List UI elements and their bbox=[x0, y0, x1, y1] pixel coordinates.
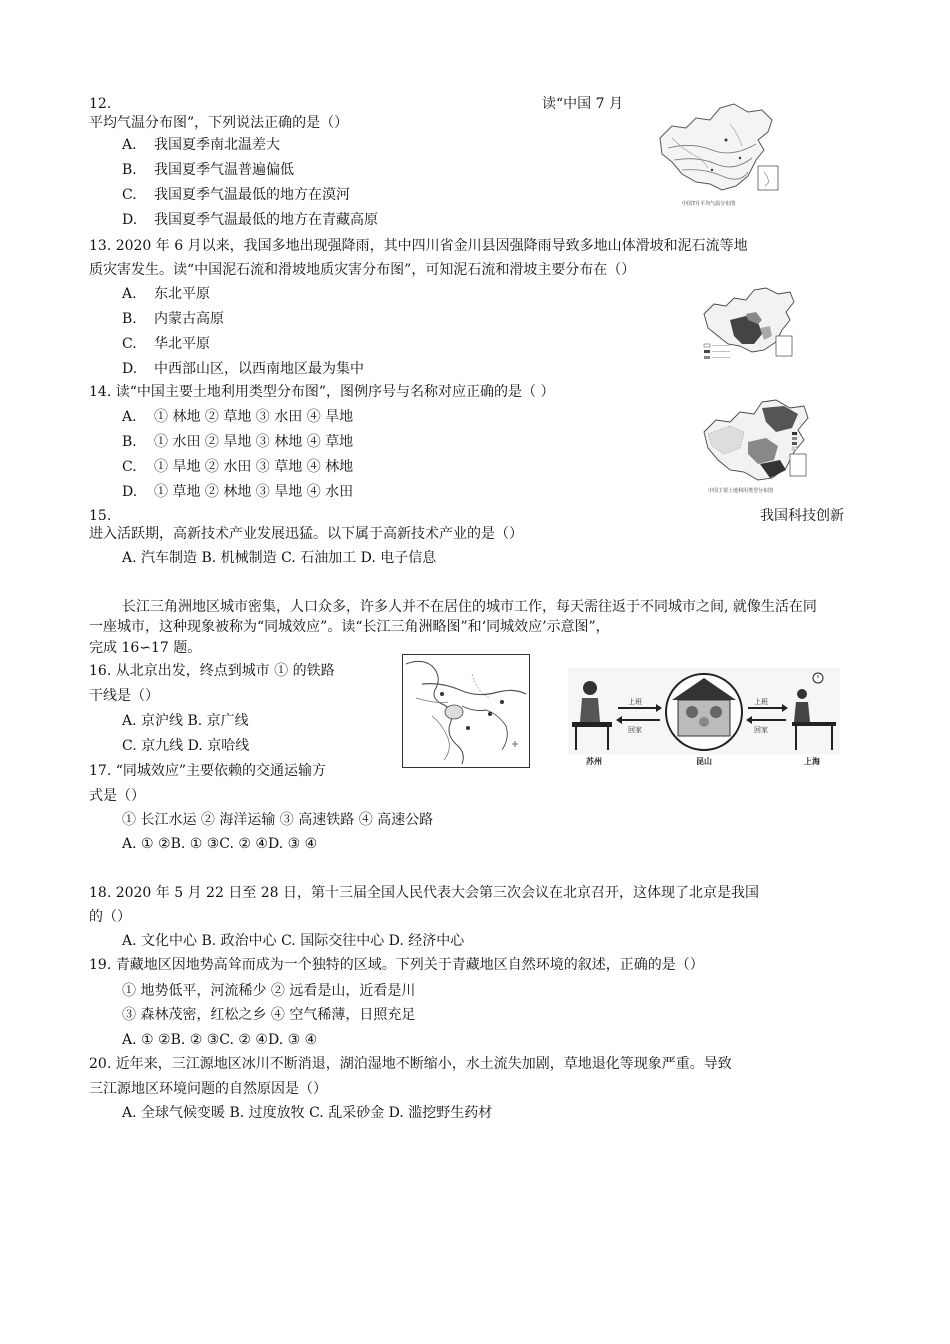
city-label-suzhou: 苏州 bbox=[586, 757, 602, 766]
q14-option-c-letter: C. bbox=[122, 459, 137, 475]
q13-stem-line1: 13. 2020 年 6 月以来，我国多地出现强降雨，其中四川省金川县因强降雨导致多地山体滑坡和泥石流等地 bbox=[89, 238, 748, 254]
city-label-kunshan: 昆山 bbox=[696, 757, 712, 766]
q19-stem: 19. 青藏地区因地势高耸而成为一个独特的区域。下列关于青藏地区自然环境的叙述，正确的是（） bbox=[89, 957, 704, 973]
q14-option-b: ① 水田 ② 旱地 ③ 林地 ④ 草地 bbox=[154, 434, 354, 450]
q14-option-a: ① 林地 ② 草地 ③ 水田 ④ 旱地 bbox=[154, 409, 354, 425]
q12-option-d: 我国夏季气温最低的地方在青藏高原 bbox=[154, 212, 378, 228]
same-city-effect-illustration bbox=[568, 660, 840, 772]
q14-option-a-letter: A. bbox=[122, 409, 137, 425]
q14-map-caption: 中国主要土地利用类型分布图 bbox=[708, 488, 774, 494]
q16-options-1: A. 京沪线 B. 京广线 bbox=[122, 713, 249, 729]
q18-options: A. 文化中心 B. 政治中心 C. 国际交往中心 D. 经济中心 bbox=[122, 933, 465, 949]
q20-stem-line1: 20. 近年来，三江源地区冰川不断消退，湖泊湿地不断缩小，水土流失加剧，草地退化等现象严重。导致 bbox=[89, 1056, 732, 1072]
q15-options: A. 汽车制造 B. 机械制造 C. 石油加工 D. 电子信息 bbox=[122, 550, 437, 566]
q15-stem-right: 我国科技创新 bbox=[760, 508, 844, 524]
q17-stem-line2: 式是（） bbox=[89, 788, 145, 804]
passage-line3: 完成 16∽17 题。 bbox=[89, 640, 202, 656]
q16-options-2: C. 京九线 D. 京哈线 bbox=[122, 738, 250, 754]
q17-items: ① 长江水运 ② 海洋运输 ③ 高速铁路 ④ 高速公路 bbox=[122, 812, 434, 828]
q13-option-a-letter: A. bbox=[122, 286, 137, 302]
q14-stem: 14. 读“中国主要土地利用类型分布图”，图例序号与名称对应正确的是（ ） bbox=[89, 384, 555, 400]
q13-option-c-letter: C. bbox=[122, 336, 137, 352]
china-landslide-distribution-map bbox=[700, 284, 798, 368]
q12-option-a-letter: A. bbox=[122, 137, 137, 153]
q16-stem-line1: 16. 从北京出发，终点到城市 ① 的铁路 bbox=[89, 663, 335, 679]
q20-options: A. 全球气候变暖 B. 过度放牧 C. 乱采砂金 D. 滥挖野生药材 bbox=[122, 1105, 493, 1121]
q13-option-d: 中西部山区，以西南地区最为集中 bbox=[154, 361, 364, 377]
china-land-use-map bbox=[700, 398, 812, 496]
q12-option-b-letter: B. bbox=[122, 162, 137, 178]
q16-stem-line2: 干线是（） bbox=[89, 688, 159, 704]
q12-option-c: 我国夏季气温最低的地方在漠河 bbox=[154, 187, 350, 203]
q12-map-caption: 中国7月平均气温分布图 bbox=[682, 201, 736, 207]
q15-stem: 进入活跃期，高新技术产业发展迅猛。以下属于高新技术产业的是（） bbox=[89, 526, 523, 542]
q12-option-d-letter: D. bbox=[122, 212, 138, 228]
q15-number: 15. bbox=[89, 508, 112, 524]
q14-option-b-letter: B. bbox=[122, 434, 137, 450]
yangtze-delta-map bbox=[402, 654, 530, 768]
q18-stem-line1: 18. 2020 年 5 月 22 日至 28 日，第十三届全国人民代表大会第三次会议在北京召开，这体现了北京是我国 bbox=[89, 885, 760, 901]
q13-option-d-letter: D. bbox=[122, 361, 138, 377]
q13-option-a: 东北平原 bbox=[154, 286, 210, 302]
commute-label-up2: 上班 bbox=[754, 698, 768, 706]
q19-items-1: ① 地势低平，河流稀少 ② 远看是山，近看是川 bbox=[122, 983, 416, 999]
q12-stem: 平均气温分布图”，下列说法正确的是（） bbox=[89, 115, 349, 131]
q13-option-b-letter: B. bbox=[122, 311, 137, 327]
q20-stem-line2: 三江源地区环境问题的自然原因是（） bbox=[89, 1081, 327, 1097]
q14-option-d: ① 草地 ② 林地 ③ 旱地 ④ 水田 bbox=[154, 484, 354, 500]
q17-stem-line1: 17. “同城效应”主要依赖的交通运输方 bbox=[89, 763, 327, 779]
q13-option-c: 华北平原 bbox=[154, 336, 210, 352]
q13-stem-line2: 质灾害发生。读“中国泥石流和滑坡地质灾害分布图”，可知泥石流和滑坡主要分布在（） bbox=[89, 262, 636, 278]
passage-line2: 一座城市，这种现象被称为“同城效应”。读“长江三角洲略图”和‘同城效应’示意图”， bbox=[89, 619, 610, 635]
china-july-temperature-map bbox=[652, 98, 788, 210]
q12-stem-right: 读“中国 7 月 bbox=[542, 96, 623, 112]
q19-items-2: ③ 森林茂密，红松之乡 ④ 空气稀薄，日照充足 bbox=[122, 1007, 416, 1023]
q13-option-b: 内蒙古高原 bbox=[154, 311, 224, 327]
commute-label-home1: 回家 bbox=[628, 726, 642, 734]
q12-option-c-letter: C. bbox=[122, 187, 137, 203]
q12-option-b: 我国夏季气温普遍偏低 bbox=[154, 162, 294, 178]
q19-options: A. ① ②B. ② ③C. ② ④D. ③ ④ bbox=[122, 1032, 318, 1048]
city-label-shanghai: 上海 bbox=[804, 757, 820, 766]
commute-label-home2: 回家 bbox=[754, 726, 768, 734]
passage-line1: 长江三角洲地区城市密集，人口众多，许多人并不在居住的城市工作，每天需往返于不同城市之间, 就像生活在同 bbox=[122, 599, 817, 615]
commute-label-up1: 上班 bbox=[628, 698, 642, 706]
q12-option-a: 我国夏季南北温差大 bbox=[154, 137, 280, 153]
q12-number: 12. bbox=[89, 96, 112, 112]
q14-option-c: ① 旱地 ② 水田 ③ 草地 ④ 林地 bbox=[154, 459, 354, 475]
q18-stem-line2: 的（） bbox=[89, 909, 131, 925]
q14-option-d-letter: D. bbox=[122, 484, 138, 500]
q17-options: A. ① ②B. ① ③C. ② ④D. ③ ④ bbox=[122, 836, 318, 852]
